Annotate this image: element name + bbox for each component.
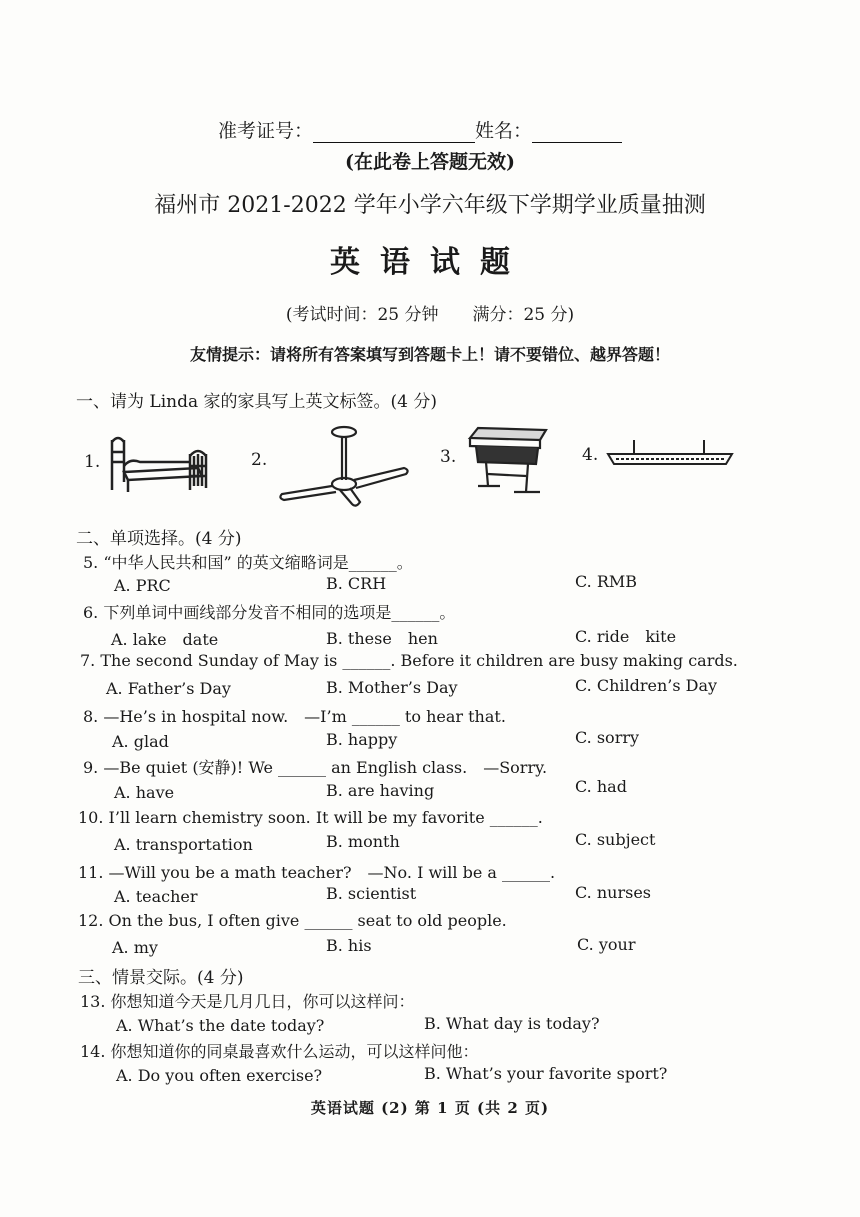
q6-option-c[interactable]: C. ride kite: [575, 627, 677, 646]
id-label: 准考证号：: [218, 120, 314, 142]
exam-title: 福州市 2021-2022 学年小学六年级下学期学业质量抽测: [154, 193, 706, 218]
invalid-warning: (在此卷上答题无效): [345, 151, 515, 173]
q7-stem: 7. The second Sunday of May is ______. Before it children are busy making cards.: [80, 651, 738, 670]
q9-option-b[interactable]: B. are having: [326, 781, 435, 800]
section3-heading: 三、情景交际。(4 分): [78, 968, 244, 988]
q10-option-c[interactable]: C. subject: [575, 830, 656, 849]
q5-option-c[interactable]: C. RMB: [575, 572, 638, 591]
page-footer: 英语试题 (2) 第 1 页 (共 2 页): [310, 1099, 550, 1117]
desk-icon: [466, 426, 550, 496]
q14-option-b[interactable]: B. What’s your favorite sport?: [424, 1064, 668, 1083]
q8-stem: 8. —He’s in hospital now. —I’m ______ to hear that.: [83, 707, 506, 726]
q6-option-b[interactable]: B. these hen: [326, 629, 438, 648]
bed-icon: [106, 432, 214, 494]
q11-option-c[interactable]: C. nurses: [575, 883, 651, 902]
id-blank[interactable]: [313, 126, 475, 143]
q12-stem: 12. On the bus, I often give ______ seat to old people.: [78, 911, 507, 930]
q8-option-a[interactable]: A. glad: [112, 732, 169, 751]
q8-option-c[interactable]: C. sorry: [575, 728, 640, 747]
q11-stem: 11. —Will you be a math teacher? —No. I will be a ______.: [78, 863, 556, 882]
q5-option-b[interactable]: B. CRH: [326, 574, 387, 593]
q7-option-a[interactable]: A. Father’s Day: [106, 679, 231, 698]
q9-option-c[interactable]: C. had: [575, 777, 627, 796]
exam-info: (考试时间：25 分钟 满分：25 分): [285, 305, 575, 325]
pic-num-3: 3.: [440, 447, 457, 467]
q9-option-a[interactable]: A. have: [114, 783, 175, 802]
q7-option-b[interactable]: B. Mother’s Day: [326, 678, 458, 697]
light-icon: [604, 438, 736, 472]
name-blank[interactable]: [532, 126, 622, 143]
q5-option-a[interactable]: A. PRC: [114, 576, 171, 595]
q13-option-a[interactable]: A. What’s the date today?: [116, 1016, 325, 1035]
q14-stem: 14. 你想知道你的同桌最喜欢什么运动，可以这样问他：: [80, 1042, 479, 1061]
pic-num-4: 4.: [582, 445, 599, 465]
subject-title: 英语试题: [330, 245, 530, 280]
q13-option-b[interactable]: B. What day is today?: [424, 1014, 600, 1033]
q11-option-b[interactable]: B. scientist: [326, 884, 417, 903]
q14-option-a[interactable]: A. Do you often exercise?: [116, 1066, 323, 1085]
q8-option-b[interactable]: B. happy: [326, 730, 398, 749]
friendly-tip: 友情提示：请将所有答案填写到答题卡上！请不要错位、越界答题！: [189, 345, 670, 364]
q10-option-a[interactable]: A. transportation: [114, 835, 253, 854]
q11-option-a[interactable]: A. teacher: [114, 887, 198, 906]
q12-option-b[interactable]: B. his: [326, 936, 372, 955]
q6-stem: 6. 下列单词中画线部分发音不相同的选项是______。: [83, 603, 456, 622]
section1-heading: 一、请为 Linda 家的家具写上英文标签。(4 分): [76, 392, 437, 412]
q5-stem: 5. “中华人民共和国” 的英文缩略词是______。: [83, 553, 413, 572]
pic-num-1: 1.: [84, 452, 101, 472]
ceiling-fan-icon: [276, 422, 412, 508]
q6-option-a[interactable]: A. lake date: [111, 630, 219, 649]
q12-option-a[interactable]: A. my: [112, 938, 158, 957]
candidate-info-line: [218, 116, 622, 143]
q13-stem: 13. 你想知道今天是几月几日，你可以这样问：: [80, 992, 415, 1011]
q9-stem: 9. —Be quiet (安静)! We ______ an English class. —Sorry.: [83, 758, 548, 777]
section2-heading: 二、单项选择。(4 分): [76, 529, 242, 549]
name-label: 姓名：: [475, 120, 533, 142]
q10-stem: 10. I’ll learn chemistry soon. It will be my favorite ______.: [78, 808, 543, 827]
q7-option-c[interactable]: C. Children’s Day: [575, 676, 718, 695]
q10-option-b[interactable]: B. month: [326, 832, 400, 851]
q12-option-c[interactable]: C. your: [577, 935, 636, 954]
pic-num-2: 2.: [251, 450, 268, 470]
